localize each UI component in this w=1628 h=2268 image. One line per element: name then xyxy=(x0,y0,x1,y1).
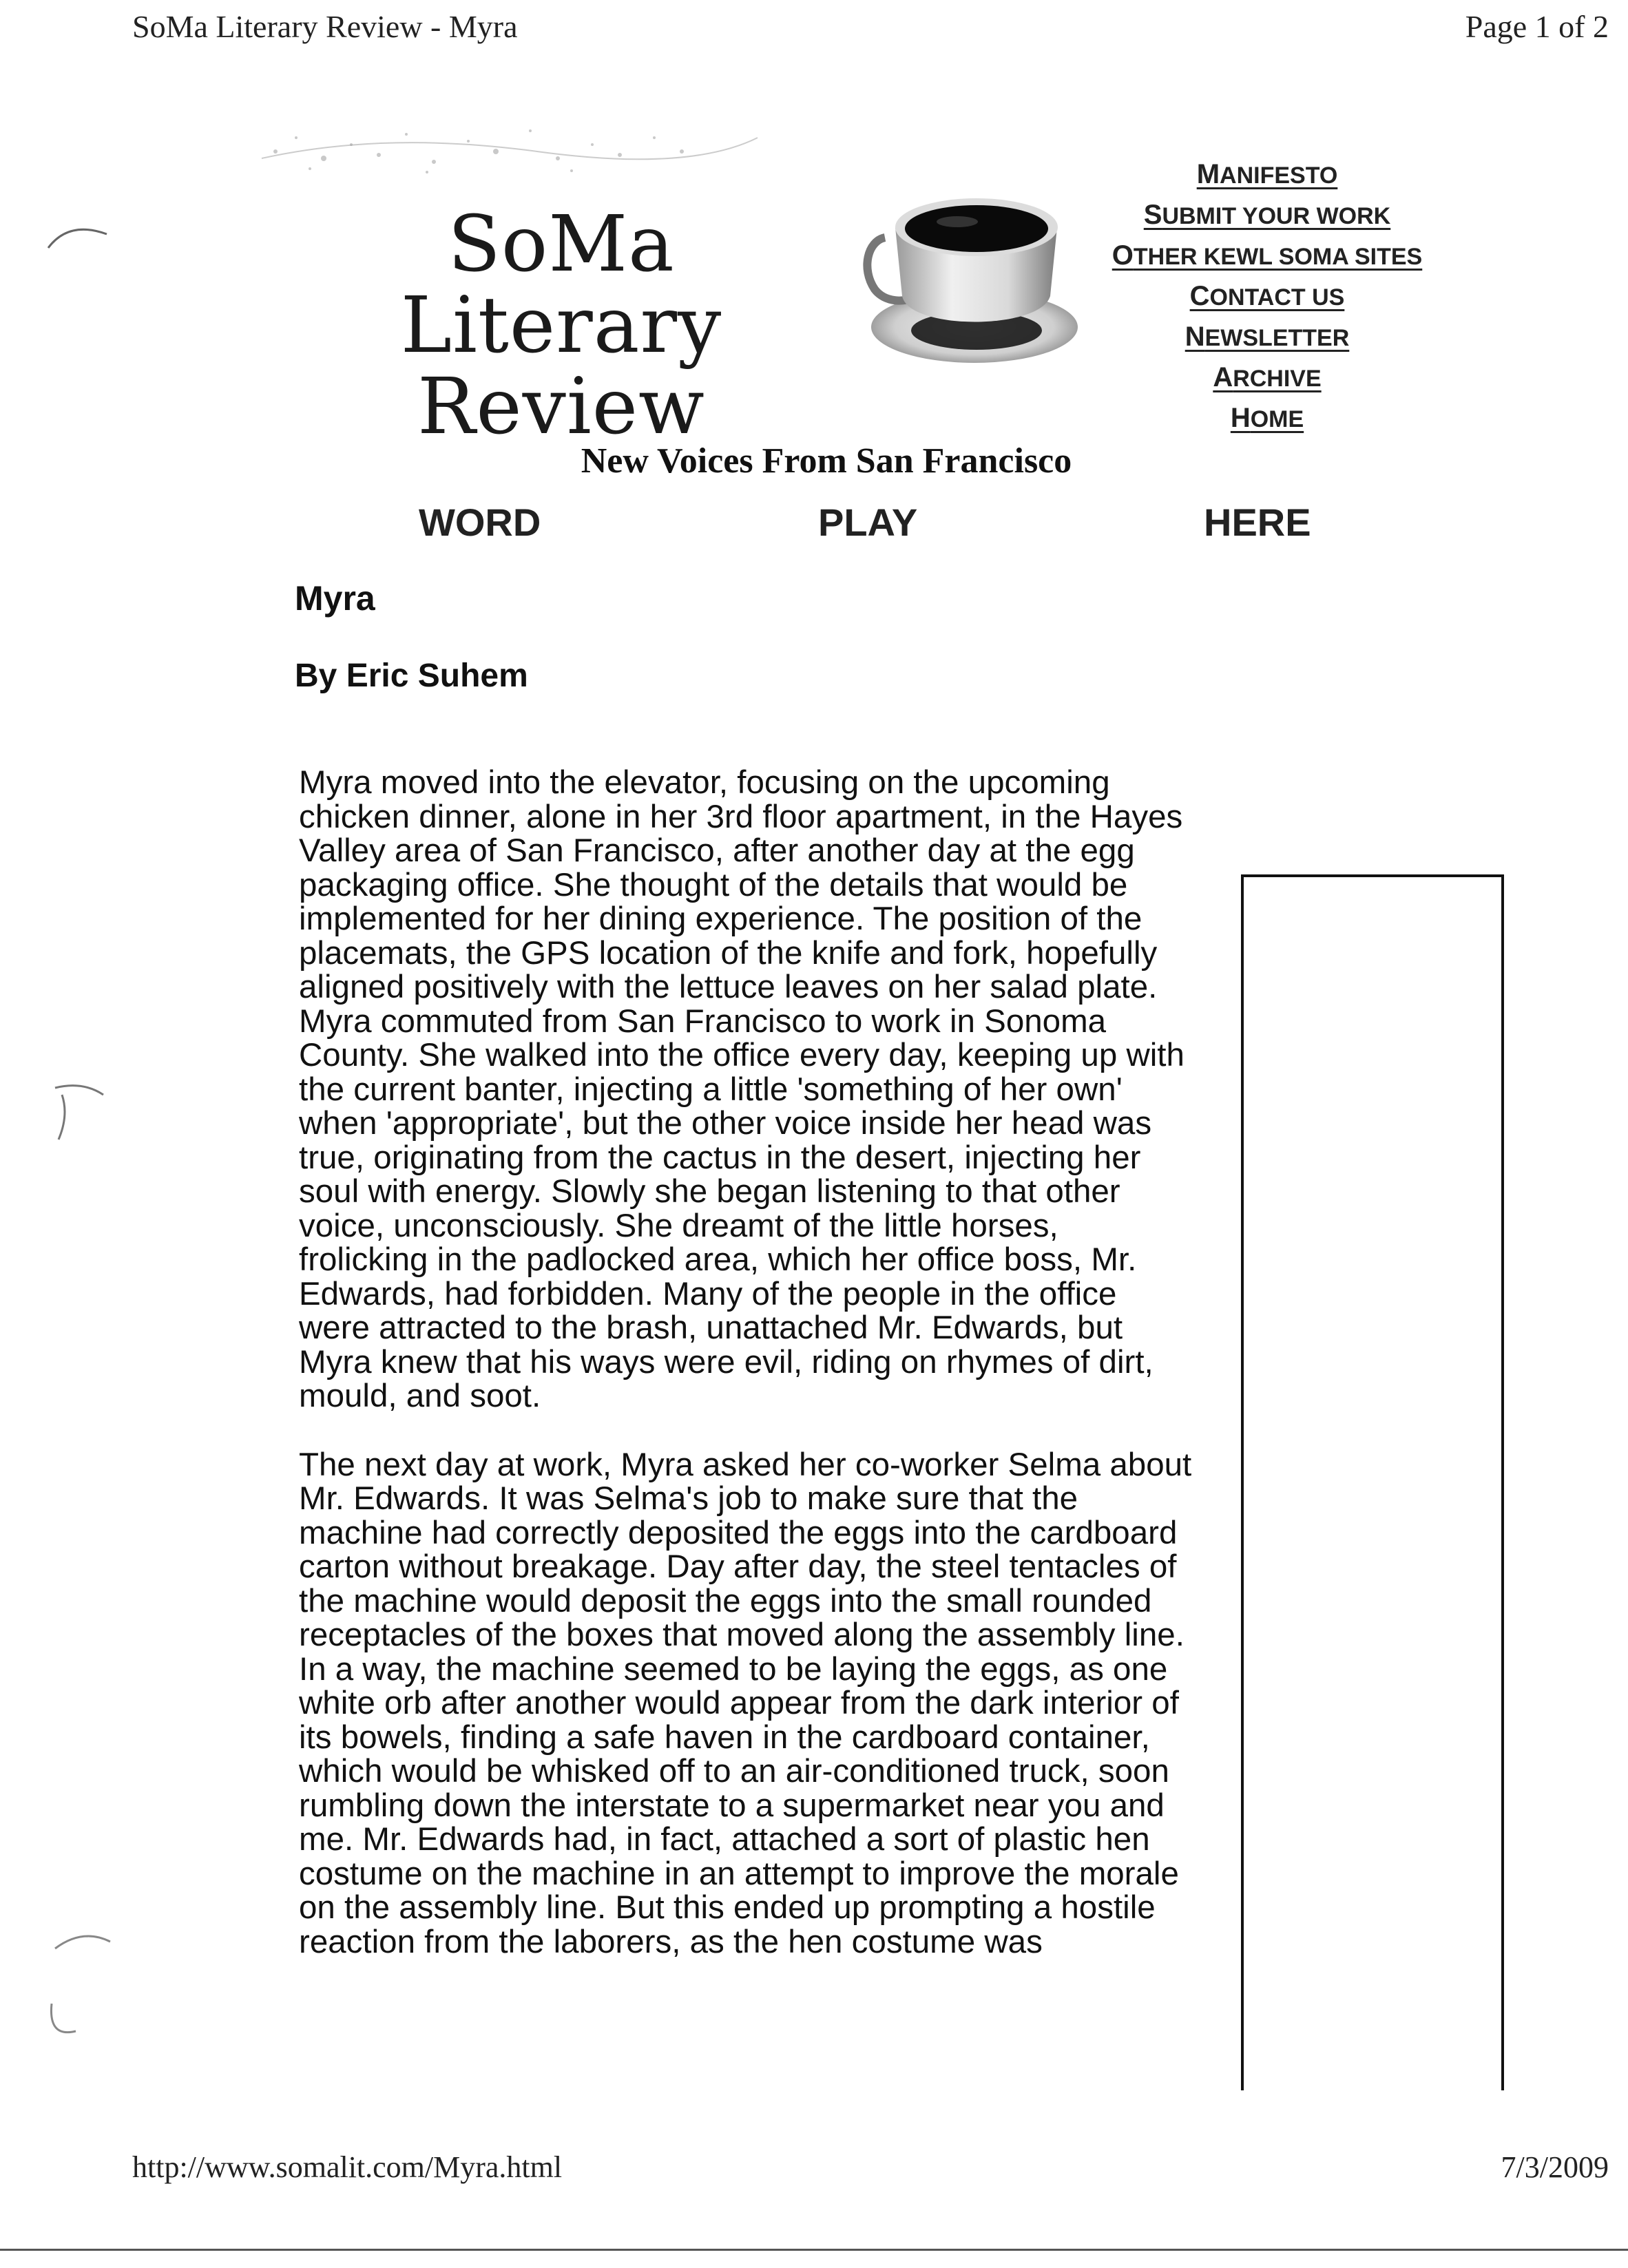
print-page-number: Page 1 of 2 xyxy=(1465,9,1609,44)
scan-mark xyxy=(41,1928,124,2052)
logo-line-1: SoMa Literary xyxy=(400,200,722,370)
nav-link-archive[interactable]: ARCHIVE xyxy=(1213,362,1322,392)
scan-mark xyxy=(41,1074,117,1150)
sidebar-ad-frame xyxy=(1241,874,1504,2090)
story-title: Myra xyxy=(295,579,375,618)
logo-line-2: Review xyxy=(417,362,705,452)
story-byline: By Eric Suhem xyxy=(295,658,528,694)
story-body xyxy=(299,766,1194,1993)
nav-link-manifesto[interactable]: MANIFESTO xyxy=(1196,159,1338,189)
site-nav xyxy=(1074,154,1460,439)
print-page-url: http://www.somalit.com/Myra.html xyxy=(132,2150,563,2184)
page-bottom-rule xyxy=(0,2249,1628,2251)
slogan-word: WORD xyxy=(419,501,541,544)
nav-link-other-sites[interactable]: OTHER KEWL SOMA SITES xyxy=(1112,240,1423,271)
nav-link-submit-your-work[interactable]: SUBMIT YOUR WORK xyxy=(1143,200,1391,230)
story-paragraph: The next day at work, Myra asked her co-worker Selma about Mr. Edwards. It was Selma's job to make sure that the machine had correctly deposited the eggs into the cardboard carton without breakage. Day after day, the steel tentacles of the machine would deposit the eggs into the small rounded receptacles of the boxes that moved along the assembly line. In a way, the machine seemed to be laying the eggs, as one white orb after another would appear from the dark interior of its bowels, finding a safe haven in the cardboard container, which would be whisked off to an air-conditioned truck, soon rumbling down the interstate to a supermarket near you and me. Mr. Edwards had, in fact, attached a sort of plastic hen costume on the machine in an attempt to improve the morale on the assembly line. But this ended up prompting a hostile reaction from the laborers, as the hen costume was xyxy=(299,1446,1192,1960)
coffee-cup-icon xyxy=(854,186,1081,372)
print-date: 7/3/2009 xyxy=(1501,2150,1609,2184)
story-paragraph: Myra moved into the elevator, focusing on the upcoming chicken dinner, alone in her 3rd floor apartment, in the Hayes Valley area of San Francisco, after another day at the egg packaging office. She thought of the details that would be implemented for her dining experience. The position of the placemats, the GPS location of the knife and fork, hopefully aligned positively with the lettuce leaves on her salad plate. Myra commuted from San Francisco to work in Sonoma County. She walked into the office every day, keeping up with the current banter, injecting a little 'something of her own' when 'appropriate', but the other voice inside her head was true, originating from the cactus in the desert, injecting her soul with energy. Slowly she began listening to that other voice, unconsciously. She dreamt of the little horses, frolicking in the padlocked area, which her office boss, Mr. Edwards, had forbidden. Many of the people in the office were attracted to the brash, unattached Mr. Edwards, but Myra knew that his ways were evil, riding on rhymes of dirt, mould, and soot. xyxy=(299,764,1185,1414)
scan-smudge xyxy=(248,110,771,186)
slogan-play: PLAY xyxy=(818,501,918,544)
nav-link-newsletter[interactable]: NEWSLETTER xyxy=(1185,322,1350,352)
site-tagline: New Voices From San Francisco xyxy=(581,441,1072,481)
scan-mark xyxy=(41,207,117,269)
site-logo[interactable] xyxy=(275,200,847,452)
print-page-title: SoMa Literary Review - Myra xyxy=(132,9,518,44)
nav-link-home[interactable]: HOME xyxy=(1230,403,1304,433)
nav-link-contact-us[interactable]: CONTACT US xyxy=(1189,281,1345,311)
slogan-here: HERE xyxy=(1204,501,1311,544)
